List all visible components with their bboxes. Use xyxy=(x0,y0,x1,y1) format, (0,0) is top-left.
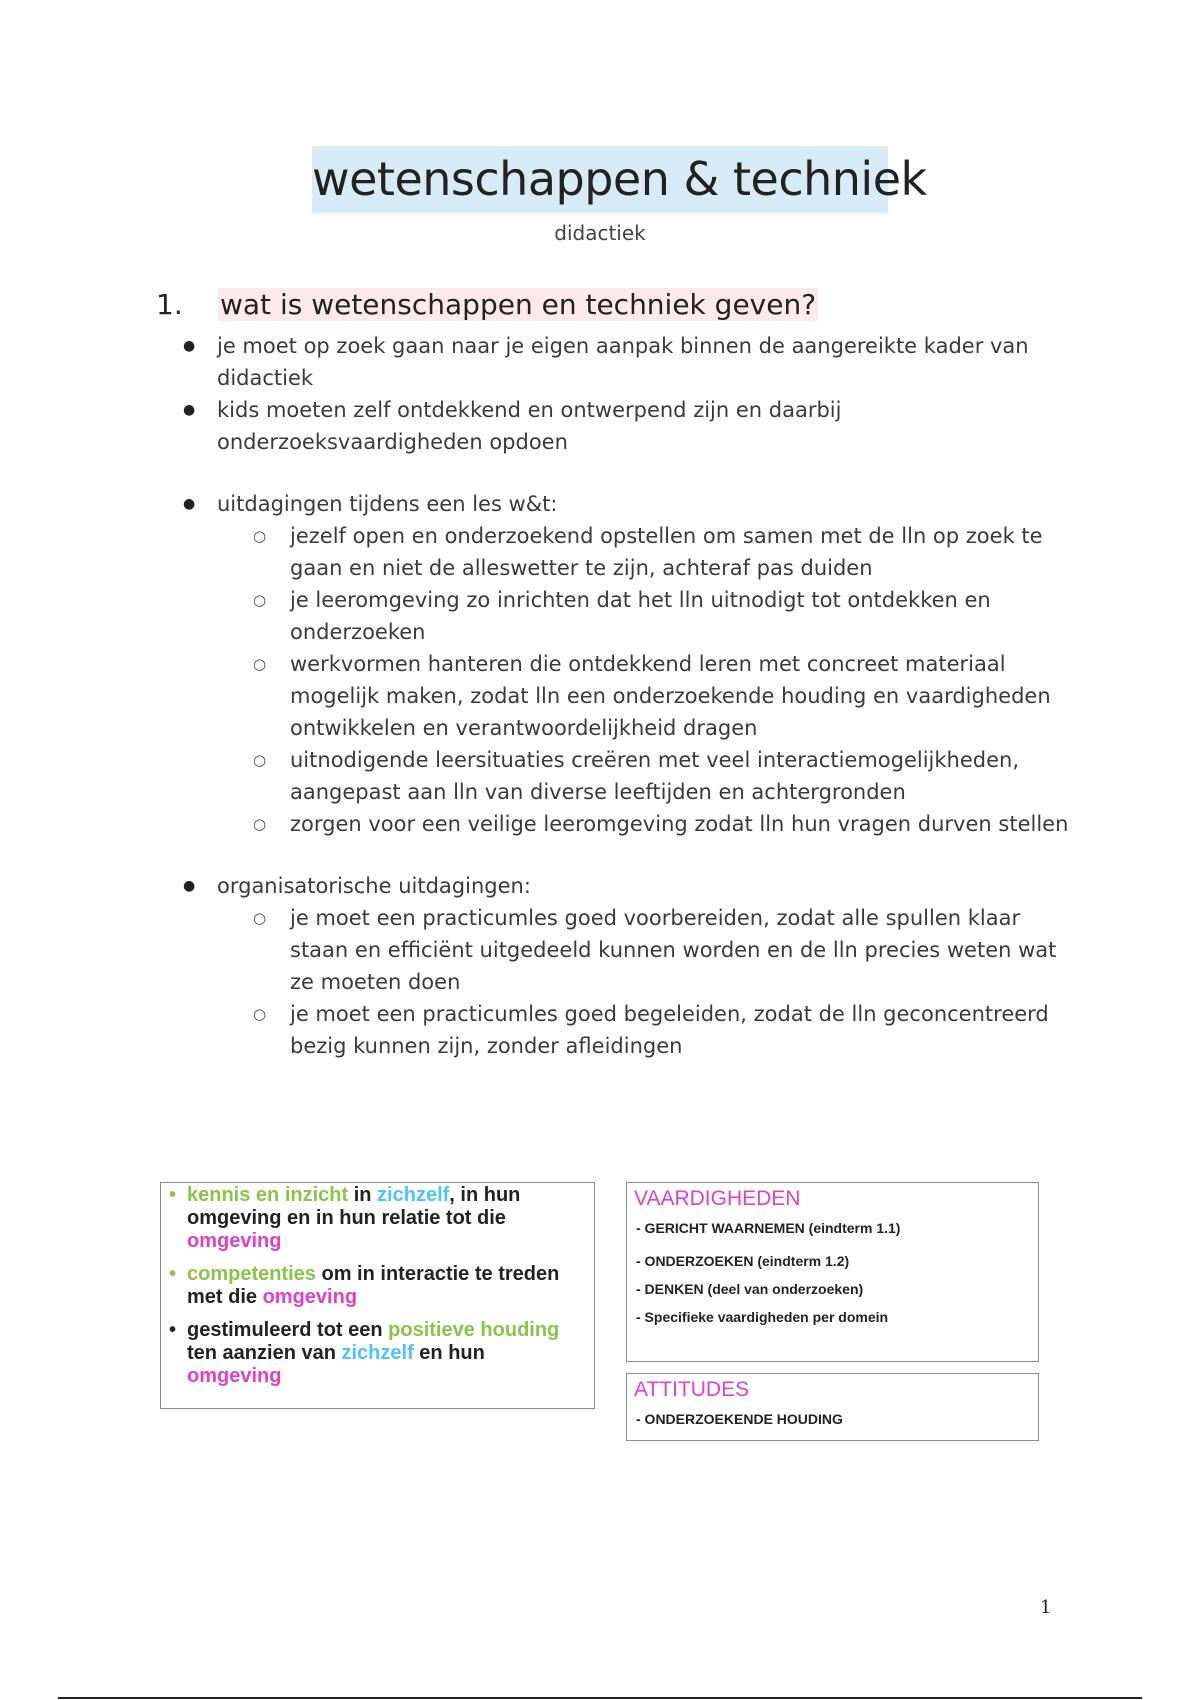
organisational-sublist xyxy=(217,902,1070,1062)
skills-line: - GERICHT WAARNEMEN (eindterm 1.1) xyxy=(636,1220,901,1236)
skills-line: - ONDERZOEKEN (eindterm 1.2) xyxy=(636,1253,850,1269)
goal-text: en hun xyxy=(413,1342,485,1364)
goal-item xyxy=(187,1319,584,1388)
goal-text: om in interactie te treden met die xyxy=(187,1263,560,1308)
challenges-label: uitdagingen tijdens een les w&t: xyxy=(217,492,558,516)
section-number: 1. xyxy=(156,288,183,321)
skills-line: - Specifieke vaardigheden per domein xyxy=(636,1309,889,1325)
sublist-item: ○ je leeromgeving zo inrichten dat het lln uitnodigt tot ontdekken en onderzoeken xyxy=(217,584,1070,648)
attitudes-heading: ATTITUDES xyxy=(634,1378,750,1401)
list-item: ● kids moeten zelf ontdekkend en ontwerpend zijn en daarbij onderzoeksvaardigheden opdoen xyxy=(140,394,1070,458)
sublist-item: ○ uitnodigende leersituaties creëren met veel interactiemogelijkheden, aangepast aan lln van diverse leeftijden en achtergronden xyxy=(217,744,1070,808)
challenges-sublist xyxy=(217,520,1070,840)
skills-box xyxy=(626,1182,1039,1362)
sublist-item: ○ werkvormen hanteren die ontdekkend leren met concreet materiaal mogelijk maken, zodat lln een onderzoekende houding en vaardigheden ontwikkelen en verantwoordelijkheid dragen xyxy=(217,648,1070,744)
sublist-item: ○ zorgen voor een veilige leeromgeving zodat lln hun vragen durven stellen xyxy=(217,808,1070,840)
section-heading-text: wat is wetenschappen en techniek geven? xyxy=(220,288,817,321)
goal-text-green: kennis en inzicht xyxy=(187,1184,349,1206)
list-item xyxy=(140,870,1070,1062)
goal-text: ten aanzien van xyxy=(187,1342,342,1364)
sublist-item: ○ je moet een practicumles goed voorbereiden, zodat alle spullen klaar staan en efficiënt uitgedeeld kunnen worden en de lln precies weten wat ze moeten doen xyxy=(217,902,1070,998)
goal-text: , in hun omgeving en in hun relatie tot die xyxy=(187,1184,521,1229)
skills-heading: VAARDIGHEDEN xyxy=(634,1187,801,1210)
goal-item xyxy=(187,1184,584,1253)
goal-text-cyan: zichzelf xyxy=(341,1342,414,1364)
goal-text: gestimuleerd tot een xyxy=(187,1319,389,1341)
list-item xyxy=(140,488,1070,840)
organisational-label: organisatorische uitdagingen: xyxy=(217,874,531,898)
page-subtitle: didactiek xyxy=(554,221,646,245)
sublist-item: ○ jezelf open en onderzoekend opstellen om samen met de lln op zoek te gaan en niet de alleswetter te zijn, achteraf pas duiden xyxy=(217,520,1070,584)
goal-text: in xyxy=(348,1184,378,1206)
page-title: wetenschappen & techniek xyxy=(312,146,888,213)
section-heading xyxy=(156,286,818,324)
goals-list xyxy=(161,1184,594,1388)
main-bullet-list xyxy=(140,330,1070,1062)
attitudes-line: - ONDERZOEKENDE HOUDING xyxy=(636,1411,843,1427)
attitudes-box xyxy=(626,1373,1039,1441)
bottom-divider xyxy=(58,1697,1142,1699)
goals-box xyxy=(160,1182,595,1409)
list-item: ● je moet op zoek gaan naar je eigen aanpak binnen de aangereikte kader van didactiek xyxy=(140,330,1070,394)
sublist-item: ○ je moet een practicumles goed begeleiden, zodat de lln geconcentreerd bezig kunnen zijn, zonder afleidingen xyxy=(217,998,1070,1062)
section-content xyxy=(140,330,1070,1062)
goal-text-magenta: omgeving xyxy=(187,1230,282,1252)
goal-text-magenta: omgeving xyxy=(187,1365,282,1387)
page-number: 1 xyxy=(1040,1597,1052,1618)
goal-text-green: positieve houding xyxy=(388,1319,560,1341)
goal-text-magenta: omgeving xyxy=(262,1286,358,1308)
goal-text-green: competenties xyxy=(187,1263,316,1285)
goal-text-cyan: zichzelf xyxy=(377,1184,450,1206)
skills-line: - DENKEN (deel van onderzoeken) xyxy=(636,1281,864,1297)
goal-item xyxy=(187,1263,584,1309)
